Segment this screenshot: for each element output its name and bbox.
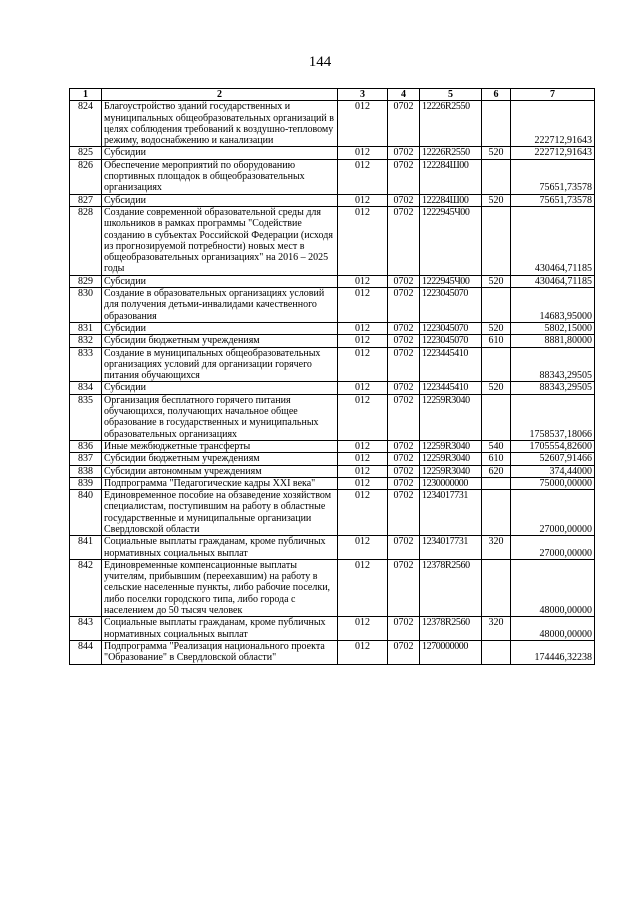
admin-code: 012	[338, 453, 388, 465]
amount: 27000,00000	[511, 490, 595, 536]
expense-type: 520	[482, 382, 511, 394]
target-article: 1222945Ч00	[420, 206, 482, 275]
row-name: Иные межбюджетные трансферты	[102, 440, 338, 452]
target-article: 12378R2560	[420, 617, 482, 641]
row-name: Создание современной образовательной среды для школьников в рамках программы "Содействие созданию в субъектах Российской Федерации (исходя из прогнозируемой потребности) новых мест в общеобразовательных организациях" на 2016 – 2025 годы	[102, 206, 338, 275]
target-article: 122284Ш00	[420, 159, 482, 194]
row-name: Субсидии бюджетным учреждениям	[102, 453, 338, 465]
admin-code: 012	[338, 288, 388, 323]
table-row	[70, 288, 595, 323]
target-article: 12259R3040	[420, 440, 482, 452]
expense-type: 520	[482, 275, 511, 287]
header-col-2: 2	[102, 89, 338, 101]
expense-type	[482, 101, 511, 147]
amount: 430464,71185	[511, 275, 595, 287]
table-row	[70, 206, 595, 275]
amount: 75000,00000	[511, 477, 595, 489]
header-col-1: 1	[70, 89, 102, 101]
expense-type	[482, 206, 511, 275]
section-code: 0702	[388, 159, 420, 194]
amount: 222712,91643	[511, 147, 595, 159]
page-number: 144	[308, 54, 332, 70]
header-col-6: 6	[482, 89, 511, 101]
admin-code: 012	[338, 101, 388, 147]
amount: 88343,29505	[511, 382, 595, 394]
admin-code: 012	[338, 440, 388, 452]
target-article: 1223045070	[420, 335, 482, 347]
expense-type: 610	[482, 335, 511, 347]
budget-table	[69, 88, 595, 665]
target-article: 12259R3040	[420, 453, 482, 465]
admin-code: 012	[338, 490, 388, 536]
amount: 75651,73578	[511, 194, 595, 206]
table-row	[70, 322, 595, 334]
table-row	[70, 640, 595, 664]
section-code: 0702	[388, 382, 420, 394]
section-code: 0702	[388, 288, 420, 323]
admin-code: 012	[338, 347, 388, 382]
table-row	[70, 559, 595, 616]
row-number: 839	[70, 477, 102, 489]
amount: 48000,00000	[511, 559, 595, 616]
target-article: 12259R3040	[420, 465, 482, 477]
section-code: 0702	[388, 147, 420, 159]
admin-code: 012	[338, 617, 388, 641]
row-name: Субсидии бюджетным учреждениям	[102, 335, 338, 347]
section-code: 0702	[388, 617, 420, 641]
admin-code: 012	[338, 159, 388, 194]
expense-type	[482, 394, 511, 440]
amount: 1705554,82600	[511, 440, 595, 452]
row-number: 838	[70, 465, 102, 477]
section-code: 0702	[388, 335, 420, 347]
target-article: 12226R2550	[420, 101, 482, 147]
target-article: 1223045070	[420, 322, 482, 334]
section-code: 0702	[388, 394, 420, 440]
admin-code: 012	[338, 559, 388, 616]
section-code: 0702	[388, 559, 420, 616]
expense-type: 520	[482, 194, 511, 206]
header-row	[70, 89, 595, 101]
amount: 374,44000	[511, 465, 595, 477]
row-number: 844	[70, 640, 102, 664]
expense-type	[482, 159, 511, 194]
row-name: Субсидии	[102, 382, 338, 394]
header-col-5: 5	[420, 89, 482, 101]
amount: 1758537,18066	[511, 394, 595, 440]
row-name: Субсидии	[102, 194, 338, 206]
admin-code: 012	[338, 275, 388, 287]
row-number: 835	[70, 394, 102, 440]
row-number: 829	[70, 275, 102, 287]
row-name: Благоустройство зданий государственных и муниципальных общеобразовательных организаций в целях соблюдения требований к воздушно-тепловому режиму, водоснабжению и канализации	[102, 101, 338, 147]
row-number: 826	[70, 159, 102, 194]
expense-type	[482, 347, 511, 382]
section-code: 0702	[388, 275, 420, 287]
row-number: 825	[70, 147, 102, 159]
admin-code: 012	[338, 465, 388, 477]
target-article: 12259R3040	[420, 394, 482, 440]
table-row	[70, 394, 595, 440]
row-name: Обеспечение мероприятий по оборудованию спортивных площадок в общеобразовательных организациях	[102, 159, 338, 194]
admin-code: 012	[338, 322, 388, 334]
expense-type: 520	[482, 322, 511, 334]
section-code: 0702	[388, 101, 420, 147]
target-article: 1222945Ч00	[420, 275, 482, 287]
admin-code: 012	[338, 147, 388, 159]
table-row	[70, 382, 595, 394]
expense-type	[482, 288, 511, 323]
amount: 52607,91466	[511, 453, 595, 465]
amount: 8881,80000	[511, 335, 595, 347]
target-article: 1223445410	[420, 347, 482, 382]
expense-type: 610	[482, 453, 511, 465]
row-number: 827	[70, 194, 102, 206]
row-number: 841	[70, 536, 102, 560]
header-col-4: 4	[388, 89, 420, 101]
row-name: Субсидии	[102, 275, 338, 287]
target-article: 122284Ш00	[420, 194, 482, 206]
section-code: 0702	[388, 477, 420, 489]
row-number: 828	[70, 206, 102, 275]
amount: 27000,00000	[511, 536, 595, 560]
row-number: 831	[70, 322, 102, 334]
expense-type: 620	[482, 465, 511, 477]
amount: 430464,71185	[511, 206, 595, 275]
table-row	[70, 453, 595, 465]
admin-code: 012	[338, 477, 388, 489]
expense-type	[482, 477, 511, 489]
table-row	[70, 335, 595, 347]
row-name: Единовременное пособие на обзаведение хозяйством специалистам, поступившим на работу в областные государственные и муниципальные организации Свердловской области	[102, 490, 338, 536]
row-name: Субсидии	[102, 147, 338, 159]
row-name: Единовременные компенсационные выплаты учителям, прибывшим (переехавшим) на работу в сельские населенные пункты, либо рабочие поселки, либо поселки городского типа, либо города с населением до 50 тысяч человек	[102, 559, 338, 616]
table-row	[70, 194, 595, 206]
row-number: 843	[70, 617, 102, 641]
row-name: Создание в образовательных организациях условий для получения детьми-инвалидами качественного образования	[102, 288, 338, 323]
admin-code: 012	[338, 382, 388, 394]
amount: 48000,00000	[511, 617, 595, 641]
table-body	[70, 101, 595, 664]
row-name: Организация бесплатного горячего питания обучающихся, получающих начальное общее образование в государственных и муниципальных образовательных организациях	[102, 394, 338, 440]
row-number: 832	[70, 335, 102, 347]
section-code: 0702	[388, 322, 420, 334]
row-name: Субсидии	[102, 322, 338, 334]
table-row	[70, 490, 595, 536]
target-article: 1223045070	[420, 288, 482, 323]
amount: 14683,95000	[511, 288, 595, 323]
section-code: 0702	[388, 347, 420, 382]
row-number: 842	[70, 559, 102, 616]
row-name: Субсидии автономным учреждениям	[102, 465, 338, 477]
row-name: Создание в муниципальных общеобразовательных организациях условий для организации горячего питания обучающихся	[102, 347, 338, 382]
amount: 88343,29505	[511, 347, 595, 382]
table-row	[70, 159, 595, 194]
section-code: 0702	[388, 536, 420, 560]
expense-type: 520	[482, 147, 511, 159]
row-number: 830	[70, 288, 102, 323]
table-row	[70, 465, 595, 477]
table-row	[70, 440, 595, 452]
table-row	[70, 347, 595, 382]
target-article: 1270000000	[420, 640, 482, 664]
expense-type	[482, 640, 511, 664]
target-article: 1223445410	[420, 382, 482, 394]
admin-code: 012	[338, 206, 388, 275]
target-article: 1234017731	[420, 490, 482, 536]
amount: 174446,32238	[511, 640, 595, 664]
table-row	[70, 275, 595, 287]
row-name: Социальные выплаты гражданам, кроме публичных нормативных социальных выплат	[102, 536, 338, 560]
table-row	[70, 477, 595, 489]
target-article: 12226R2550	[420, 147, 482, 159]
section-code: 0702	[388, 640, 420, 664]
section-code: 0702	[388, 465, 420, 477]
header-col-7: 7	[511, 89, 595, 101]
admin-code: 012	[338, 335, 388, 347]
row-number: 824	[70, 101, 102, 147]
admin-code: 012	[338, 194, 388, 206]
section-code: 0702	[388, 453, 420, 465]
amount: 5802,15000	[511, 322, 595, 334]
expense-type: 320	[482, 536, 511, 560]
expense-type: 540	[482, 440, 511, 452]
section-code: 0702	[388, 206, 420, 275]
target-article: 1230000000	[420, 477, 482, 489]
row-number: 833	[70, 347, 102, 382]
expense-type	[482, 559, 511, 616]
expense-type: 320	[482, 617, 511, 641]
row-number: 837	[70, 453, 102, 465]
header-col-3: 3	[338, 89, 388, 101]
row-name: Социальные выплаты гражданам, кроме публичных нормативных социальных выплат	[102, 617, 338, 641]
section-code: 0702	[388, 194, 420, 206]
table-row	[70, 536, 595, 560]
table-row	[70, 101, 595, 147]
expense-type	[482, 490, 511, 536]
row-number: 836	[70, 440, 102, 452]
table-row	[70, 617, 595, 641]
target-article: 1234017731	[420, 536, 482, 560]
row-name: Подпрограмма "Педагогические кадры XXI века"	[102, 477, 338, 489]
table-row	[70, 147, 595, 159]
section-code: 0702	[388, 440, 420, 452]
row-number: 840	[70, 490, 102, 536]
admin-code: 012	[338, 640, 388, 664]
admin-code: 012	[338, 394, 388, 440]
amount: 75651,73578	[511, 159, 595, 194]
row-name: Подпрограмма "Реализация национального проекта "Образование" в Свердловской области"	[102, 640, 338, 664]
target-article: 12378R2560	[420, 559, 482, 616]
section-code: 0702	[388, 490, 420, 536]
admin-code: 012	[338, 536, 388, 560]
amount: 222712,91643	[511, 101, 595, 147]
row-number: 834	[70, 382, 102, 394]
